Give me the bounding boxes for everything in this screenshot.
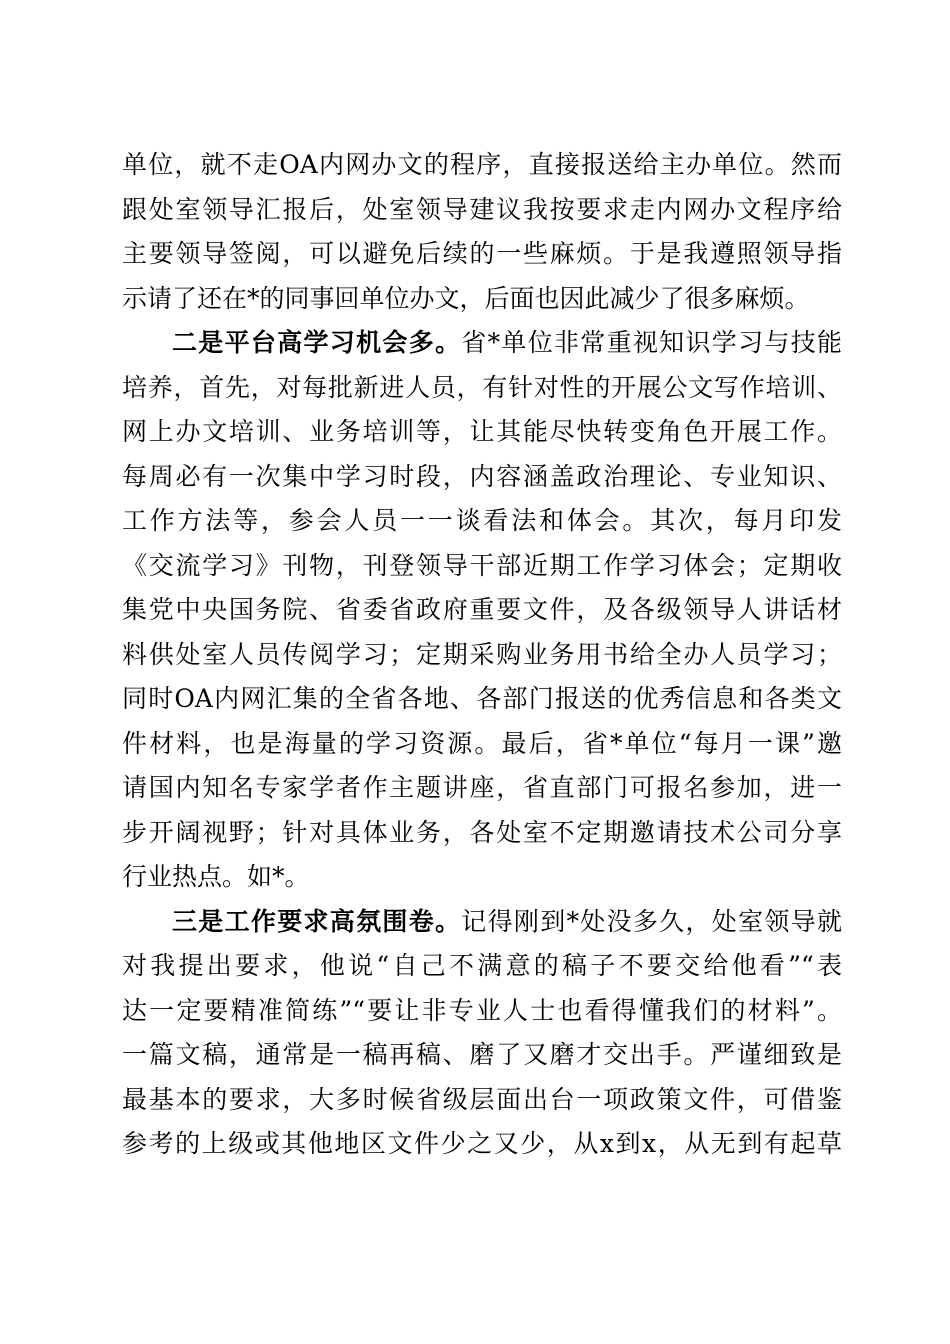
text-line: 达一定要精准简练”“要让非专业人士也看得懂我们的材料”。 — [122, 995, 842, 1025]
text-line: 最基本的要求，大多时候省级层面出台一项政策文件，可借鉴 — [122, 1084, 842, 1114]
text-line: 单位，就不走OA内网办文的程序，直接报送给主办单位。然而 — [122, 150, 842, 179]
text-line: 集党中央国务院、省委省政府重要文件，及各级领导人讲话材 — [122, 595, 842, 624]
text-line: 同时OA内网汇集的全省各地、各部门报送的优秀信息和各类文 — [122, 684, 842, 713]
paragraph-platform-learning — [122, 321, 842, 900]
text-line: 行业热点。如*。 — [122, 862, 310, 891]
text-line: 每周必有一次集中学习时段，内容涵盖政治理论、专业知识、 — [122, 461, 842, 491]
text-line: 工作方法等，参会人员一一谈看法和体会。其次，每月印发 — [122, 506, 842, 535]
paragraph-heading: 三是工作要求高氛围卷。 — [172, 906, 462, 936]
text-line: 主要领导签阅，可以避免后续的一些麻烦。于是我遵照领导指 — [122, 239, 842, 268]
text-line: 一篇文稿，通常是一稿再稿、磨了又磨才交出手。严谨细致是 — [122, 1040, 842, 1069]
text-line: 培养，首先，对每批新进人员，有针对性的开展公文写作培训、 — [122, 372, 842, 402]
document-body — [122, 143, 842, 1167]
text-line: 请国内知名专家学者作主题讲座，省直部门可报名参加，进一 — [122, 773, 842, 802]
text-line-content: 记得刚到*处没多久，处室领导就 — [461, 906, 842, 936]
text-line: 跟处室领导汇报后，处室领导建议我按要求走内网办文程序给 — [122, 194, 842, 224]
text-line-content: 省*单位非常重视知识学习与技能 — [461, 328, 842, 357]
text-line: 示请了还在*的同事回单位办文，后面也因此减少了很多麻烦。 — [122, 283, 810, 313]
paragraph-heading: 二是平台高学习机会多。 — [172, 328, 462, 357]
text-line: 对我提出要求，他说“自己不满意的稿子不要交给他看”“表 — [122, 951, 842, 980]
paragraph-continuation — [122, 143, 842, 321]
text-line: 参考的上级或其他地区文件少之又少，从x到x，从无到有起草 — [122, 1129, 842, 1158]
text-line: 《交流学习》刊物，刊登领导干部近期工作学习体会；定期收 — [122, 550, 842, 580]
text-line: 料供处室人员传阅学习；定期采购业务用书给全办人员学习； — [122, 639, 842, 669]
text-line: 网上办文培训、业务培训等，让其能尽快转变角色开展工作。 — [122, 417, 842, 446]
paragraph-work-requirements — [122, 900, 842, 1167]
text-line — [122, 900, 842, 945]
text-line — [122, 321, 842, 366]
text-line: 件材料，也是海量的学习资源。最后，省*单位“每月一课”邀 — [122, 728, 842, 758]
text-line: 步开阔视野；针对具体业务，各处室不定期邀请技术公司分享 — [122, 817, 842, 847]
